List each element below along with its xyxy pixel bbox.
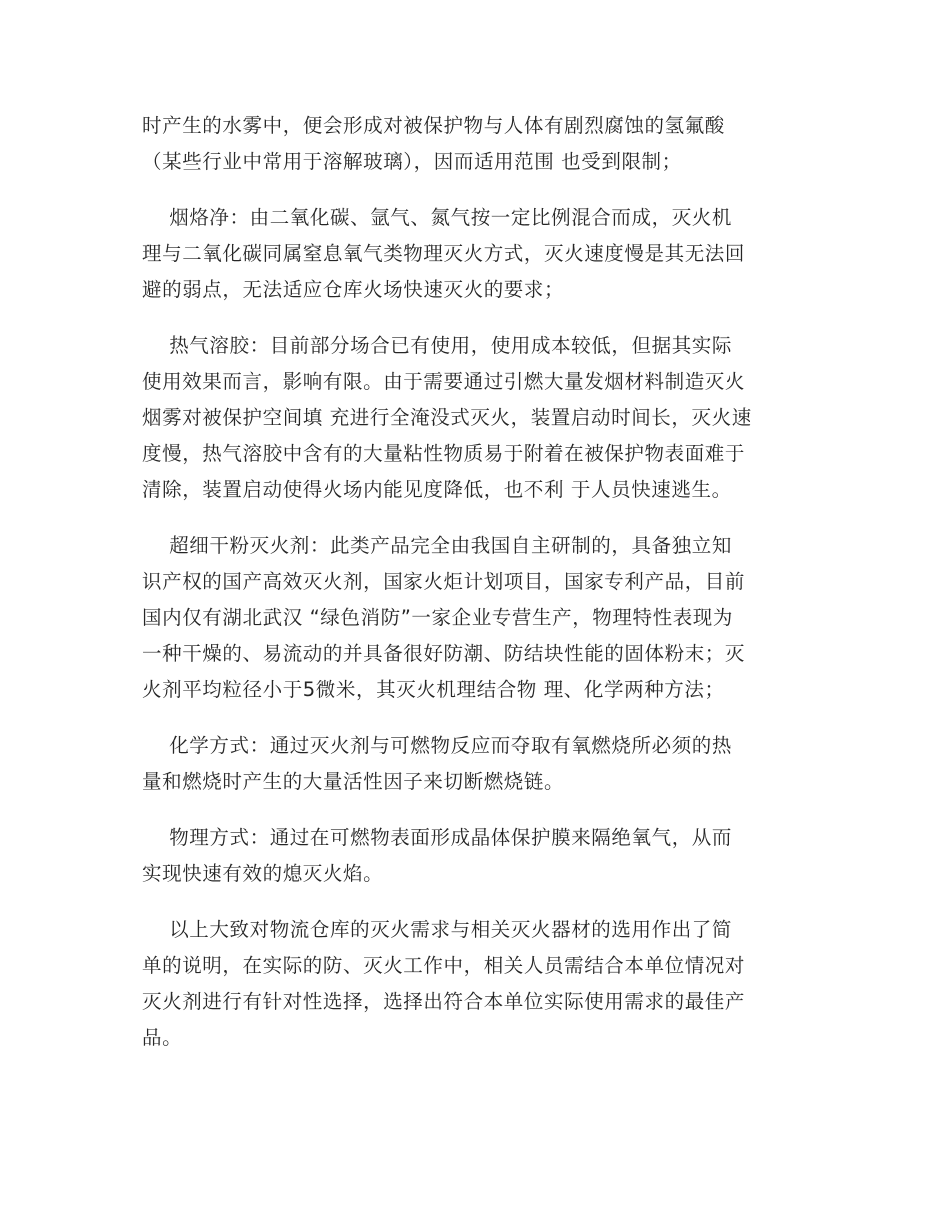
document-body	[142, 108, 810, 1056]
paragraph-line: 单的说明，在实际的防、灭火工作中，相关人员需结合本单位情况对	[142, 954, 746, 977]
paragraph-line: 使用效果而言，影响有限。由于需要通过引燃大量发烟材料制造灭火	[142, 370, 746, 393]
paragraph-line: 品。	[142, 1026, 183, 1049]
paragraph-line: （某些行业中常用于溶解玻璃），因而适用范围 也受到限制；	[142, 150, 682, 173]
paragraph-line: 实现快速有效的熄灭火焰。	[142, 862, 384, 885]
paragraph-line: 烟烙净：由二氧化碳、氩气、氮气按一定比例混合而成，灭火机	[142, 206, 732, 229]
paragraph-line: 热气溶胶：目前部分场合已有使用，使用成本较低，但据其实际	[142, 334, 732, 357]
paragraph-inergen	[142, 200, 810, 308]
paragraph-line: 火剂平均粒径小于5微米，其灭火机理结合物 理、化学两种方法；	[142, 678, 725, 701]
paragraph-line: 度慢，热气溶胶中含有的大量粘性物质易于附着在被保护物表面难于	[142, 442, 746, 465]
paragraph-chemical-method	[142, 728, 810, 800]
paragraph-line: 物理方式：通过在可燃物表面形成晶体保护膜来隔绝氧气，从而	[142, 826, 732, 849]
paragraph-line: 量和燃烧时产生的大量活性因子来切断燃烧链。	[142, 770, 565, 793]
paragraph-line: 避的弱点，无法适应仓库火场快速灭火的要求；	[142, 278, 565, 301]
paragraph-line: 烟雾对被保护空间填 充进行全淹没式灭火，装置启动时间长，灭火速	[142, 406, 752, 429]
paragraph-line: 超细干粉灭火剂：此类产品完全由我国自主研制的，具备独立知	[142, 534, 732, 557]
paragraph-line: 识产权的国产高效灭火剂，国家火炬计划项目，国家专利产品，目前	[142, 570, 746, 593]
paragraph-line: 灭火剂进行有针对性选择，选择出符合本单位实际使用需求的最佳产	[142, 990, 746, 1013]
paragraph-line: 时产生的水雾中，便会形成对被保护物与人体有剧烈腐蚀的氢氟酸	[142, 114, 725, 137]
paragraph-line: 以上大致对物流仓库的灭火需求与相关灭火器材的选用作出了简	[142, 918, 732, 941]
paragraph-physical-method	[142, 820, 810, 892]
paragraph-line: 化学方式：通过灭火剂与可燃物反应而夺取有氧燃烧所必须的热	[142, 734, 732, 757]
paragraph-line: 理与二氧化碳同属窒息氧气类物理灭火方式，灭火速度慢是其无法回	[142, 242, 746, 265]
paragraph-ultrafine-powder	[142, 528, 810, 708]
paragraph-hot-aerosol	[142, 328, 810, 508]
paragraph-conclusion	[142, 912, 810, 1056]
paragraph-line: 一种干燥的、易流动的并具备很好防潮、防结块性能的固体粉末；灭	[142, 642, 746, 665]
paragraph-hydrofluoric-acid	[142, 108, 810, 180]
paragraph-line: 国内仅有湖北武汉 “绿色消防”一家企业专营生产，物理特性表现为	[142, 606, 734, 629]
paragraph-line: 清除，装置启动使得火场内能见度降低，也不利 于人员快速逃生。	[142, 478, 732, 501]
